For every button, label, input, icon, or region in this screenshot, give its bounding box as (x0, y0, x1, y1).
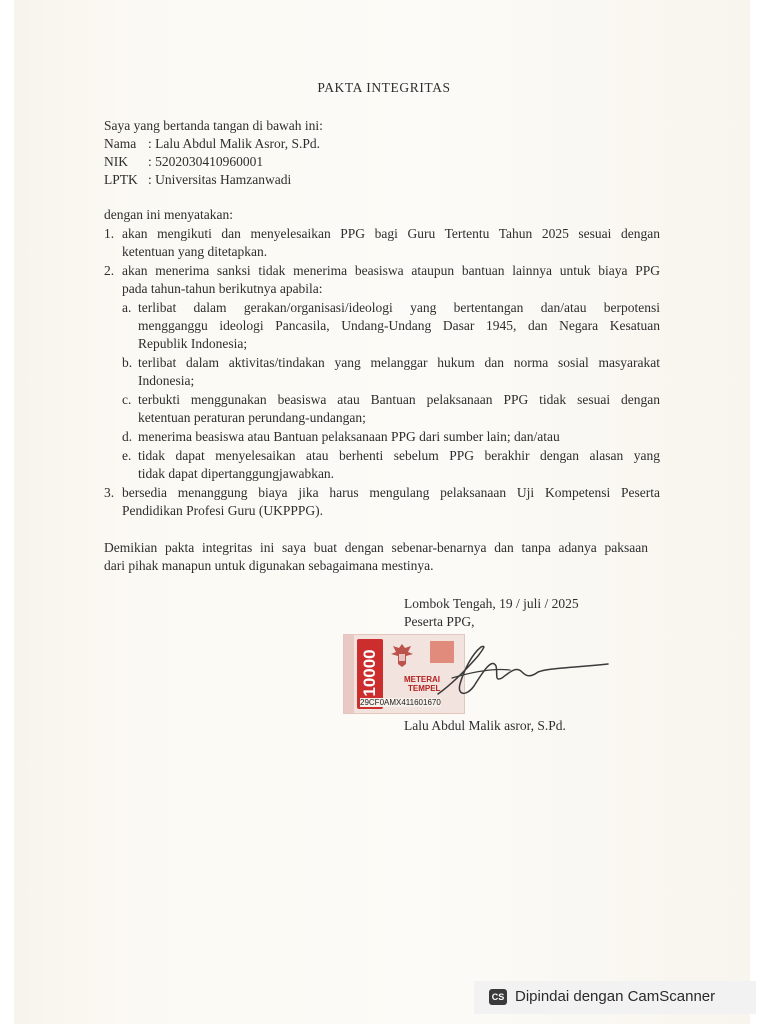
item-number: 3. (104, 485, 115, 500)
item-2-line-1: akan menerima sanksi tidak menerima beasiswa ataupun bantuan lainnya untuk biaya PPG (122, 263, 660, 278)
subitem-b-line-2: Indonesia; (138, 373, 195, 388)
subitem-d-line-1: menerima beasiswa atau Bantuan pelaksanaan PPG dari sumber lain; dan/atau (138, 429, 560, 444)
place-date: Lombok Tengah, 19 / juli / 2025 (404, 596, 579, 611)
item-3-line-1: bersedia menanggung biaya jika harus mengulang pelaksanaan Uji Kompetensi Peserta (122, 485, 660, 500)
subitem-label: a. (122, 300, 132, 315)
closing-line-1: Demikian pakta integritas ini saya buat dengan sebenar-benarnya dan tanpa adanya paksaan (104, 540, 648, 555)
item-3-line-2: Pendidikan Profesi Guru (UKPPPG). (122, 503, 323, 518)
subitem-label: b. (122, 355, 133, 370)
field-nik (104, 153, 263, 171)
field-value: : Lalu Abdul Malik Asror, S.Pd. (148, 136, 320, 151)
subitem-label: e. (122, 448, 132, 463)
field-label: NIK (104, 154, 128, 169)
subitem-c-line-2: ketentuan peraturan perundang-undangan; (138, 410, 366, 425)
garuda-emblem-icon (389, 641, 415, 669)
subitem-e-line-1: tidak dapat menyelesaikan atau berhenti sebelum PPG berakhir dengan alasan yang (138, 448, 660, 463)
stamp-nominal: 10000 (357, 639, 383, 709)
intro-text: Saya yang bertanda tangan di bawah ini: (104, 118, 323, 133)
item-1-line-1: akan mengikuti dan menyelesaikan PPG bagi Guru Tertentu Tahun 2025 sesuai dengan (122, 226, 660, 241)
camscanner-badge (474, 981, 756, 1014)
field-label: LPTK (104, 172, 138, 187)
closing-line-2: dari pihak manapun untuk digunakan sebagaimana mestinya. (104, 558, 434, 573)
statement-intro: dengan ini menyatakan: (104, 207, 233, 222)
item-1-line-2: ketentuan yang ditetapkan. (122, 244, 268, 259)
field-value: : 5202030410960001 (148, 154, 264, 169)
subitem-c-line-1: terbukti menggunakan beasiswa atau Bantuan pelaksanaan PPG tidak sesuai dengan (138, 392, 660, 407)
handwritten-signature (430, 640, 610, 700)
subitem-a-line-2: mengganggu ideologi Pancasila, Undang-Undang Dasar 1945, dan Negara Kesatuan (138, 318, 660, 333)
subitem-label: d. (122, 429, 133, 444)
stamp-label: METERAI TEMPEL (404, 675, 441, 693)
camscanner-icon: CS (489, 989, 507, 1005)
subitem-a-line-3: Republik Indonesia; (138, 336, 248, 351)
field-nama (104, 135, 320, 153)
subitem-e-line-2: tidak dapat dipertanggungjawabkan. (138, 466, 335, 481)
signatory-name: Lalu Abdul Malik asror, S.Pd. (404, 718, 566, 733)
item-number: 2. (104, 263, 115, 278)
subitem-a-line-1: terlibat dalam gerakan/organisasi/ideologi yang bertentangan dan/atau berpotensi (138, 300, 660, 315)
field-lptk (104, 171, 291, 189)
document-title: PAKTA INTEGRITAS (317, 80, 451, 95)
stamp-security-strip (344, 635, 354, 713)
item-number: 1. (104, 226, 115, 241)
subitem-b-line-1: terlibat dalam aktivitas/tindakan yang melanggar hukum dan norma sosial masyarakat (138, 355, 660, 370)
field-label: Nama (104, 136, 137, 151)
camscanner-text: Dipindai dengan CamScanner (515, 988, 716, 1005)
signer-role: Peserta PPG, (404, 614, 475, 629)
field-value: : Universitas Hamzanwadi (148, 172, 292, 187)
item-2-line-2: pada tahun-tahun berikutnya apabila: (122, 281, 323, 296)
subitem-label: c. (122, 392, 132, 407)
stamp-serial: 29CF0AMX411601670 (360, 698, 441, 707)
